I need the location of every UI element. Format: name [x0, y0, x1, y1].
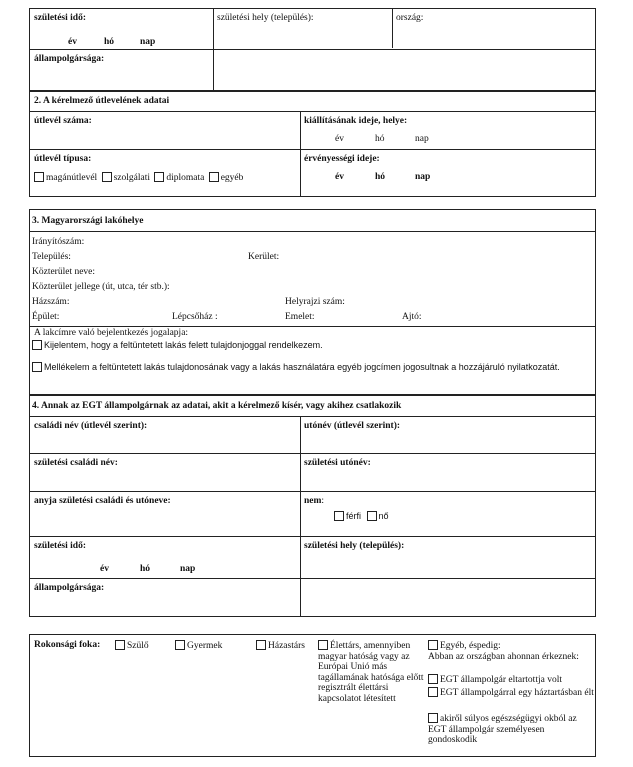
- district-label: Kerület:: [248, 252, 280, 262]
- service-passport-checkbox[interactable]: [102, 172, 112, 182]
- parent-checkbox[interactable]: [115, 640, 125, 650]
- other-checkbox[interactable]: [428, 640, 438, 650]
- parent-option: Szülő: [115, 640, 149, 651]
- birth-given-name-label: születési utónév:: [304, 458, 371, 468]
- passport-type-options: magánútlevél szolgálati diplomata egyéb: [34, 172, 243, 183]
- eea-year-label: év: [100, 564, 109, 574]
- issue-date-label: kiállításának ideje, helye:: [304, 116, 408, 126]
- eea-birth-place-label: születési hely (település):: [304, 541, 405, 551]
- sex-options: férfi nő: [334, 511, 389, 521]
- household-checkbox[interactable]: [428, 687, 438, 697]
- care-checkbox[interactable]: [428, 713, 438, 723]
- care-option: akiről súlyos egészségügyi okból az EGT állampolgár személyesen gondoskodik: [428, 714, 577, 745]
- section-relationship: [29, 634, 596, 757]
- issue-day-label: nap: [415, 134, 429, 144]
- legal-basis-label: A lakcímre való bejelentkezés jogalapja:: [34, 328, 189, 338]
- diplomatic-passport-checkbox[interactable]: [154, 172, 164, 182]
- consent-checkbox[interactable]: [32, 362, 42, 372]
- birth-family-name-label: születési családi név:: [34, 458, 118, 468]
- birth-date-label: születési idő:: [34, 13, 86, 23]
- day-label: nap: [140, 37, 156, 47]
- year-label: év: [68, 37, 77, 47]
- dependant-checkbox[interactable]: [428, 674, 438, 684]
- stair-label: Lépcsőház :: [172, 312, 218, 322]
- section-4-heading: 4. Annak az EGT állampolgárnak az adatai, akit a kérelmező kísér, vagy akihez csatlakozik: [32, 401, 402, 411]
- birth-place-label: születési hely (település):: [217, 13, 314, 23]
- zip-label: Irányítószám:: [32, 237, 85, 247]
- eea-birth-date-label: születési idő:: [34, 541, 86, 551]
- other-option: Egyéb, éspedig:: [428, 640, 501, 651]
- other-passport-checkbox[interactable]: [209, 172, 219, 182]
- issue-month-label: hó: [375, 134, 385, 144]
- spouse-checkbox[interactable]: [256, 640, 266, 650]
- validity-month-label: hó: [375, 172, 386, 182]
- private-passport-checkbox[interactable]: [34, 172, 44, 182]
- section-eea-citizen: [29, 395, 596, 617]
- month-label: hó: [104, 37, 115, 47]
- passport-number-label: útlevél száma:: [34, 116, 92, 126]
- house-number-label: Házszám:: [32, 297, 70, 307]
- household-option: EGT állampolgárral egy háztartásban élt: [428, 687, 594, 699]
- eea-citizenship-label: állampolgársága:: [34, 583, 105, 593]
- partner-option: Élettárs, amennyiben magyar hatóság vagy az Európai Unió más tagállamának hatósága előtt regisztrált élettársi kapcsolatot létesített: [318, 641, 424, 704]
- section-birth-data: [29, 8, 596, 91]
- section-2-heading: 2. A kérelmező útlevelének adatai: [34, 96, 170, 106]
- legal-option-consent: Mellékelem a feltüntetett lakás tulajdonosának vagy a lakás használatára egyéb jogcímen jogosultnak a hozzájáruló nyilatkozatát.: [32, 362, 577, 373]
- issue-year-label: év: [335, 134, 344, 144]
- validity-day-label: nap: [415, 172, 431, 182]
- child-checkbox[interactable]: [175, 640, 185, 650]
- street-type-label: Közterület jellege (út, utca, tér stb.):: [32, 282, 170, 292]
- country-label: ország:: [396, 13, 424, 23]
- other-note: Abban az országban ahonnan érkeznek:: [428, 652, 579, 662]
- floor-label: Emelet:: [285, 312, 315, 322]
- street-label: Közterület neve:: [32, 267, 96, 277]
- family-name-label: családi név (útlevél szerint):: [34, 421, 148, 431]
- sex-label: nem:: [304, 496, 325, 506]
- eea-month-label: hó: [140, 564, 151, 574]
- validity-year-label: év: [335, 172, 344, 182]
- mother-name-label: anyja születési családi és utóneve:: [34, 496, 171, 506]
- dependant-option: EGT állampolgár eltartottja volt: [428, 674, 594, 686]
- spouse-option: Házastárs: [256, 640, 305, 651]
- given-name-label: utónév (útlevél szerint):: [304, 421, 401, 431]
- partner-checkbox[interactable]: [318, 640, 328, 650]
- section-passport: [29, 91, 596, 197]
- section-3-heading: 3. Magyarországi lakóhelye: [32, 216, 144, 226]
- validity-label: érvényességi ideje:: [304, 154, 380, 164]
- legal-option-owner: Kijelentem, hogy a feltüntetett lakás felett tulajdonjoggal rendelkezem.: [32, 340, 323, 350]
- child-option: Gyermek: [175, 640, 222, 651]
- relationship-label: Rokonsági foka:: [34, 640, 101, 650]
- passport-type-label: útlevél típusa:: [34, 154, 92, 164]
- lot-number-label: Helyrajzi szám:: [285, 297, 345, 307]
- male-checkbox[interactable]: [334, 511, 344, 521]
- building-label: Épület:: [32, 312, 60, 322]
- door-label: Ajtó:: [402, 312, 422, 322]
- female-checkbox[interactable]: [367, 511, 377, 521]
- eea-day-label: nap: [180, 564, 196, 574]
- town-label: Település:: [32, 252, 71, 262]
- citizenship-label: állampolgársága:: [34, 54, 105, 64]
- section-residence: [29, 209, 596, 395]
- owner-checkbox[interactable]: [32, 340, 42, 350]
